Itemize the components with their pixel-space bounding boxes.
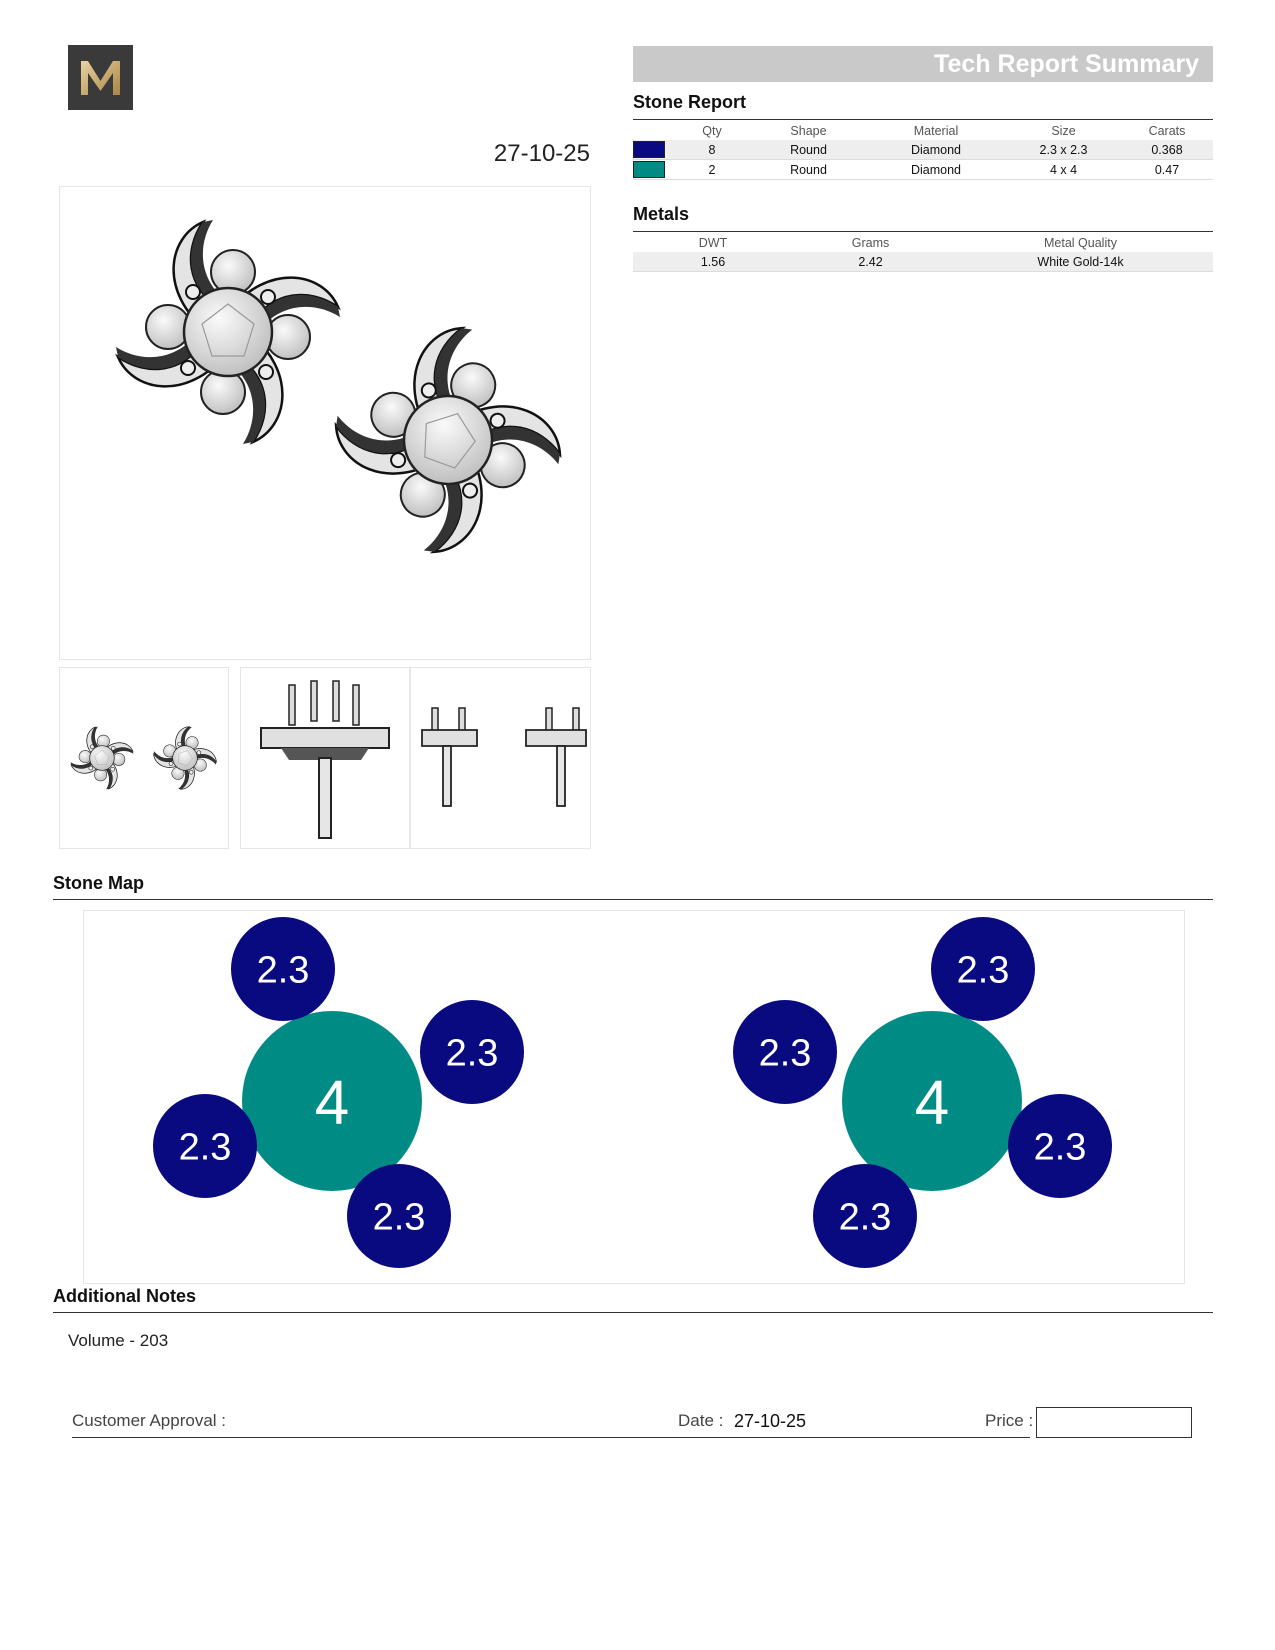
stone-map-heading: Stone Map: [53, 873, 145, 893]
approval-signature-line: [72, 1437, 1030, 1438]
column-header: Size: [1051, 124, 1076, 138]
metals-heading: Metals: [633, 204, 690, 224]
stone-size-label: 2.3: [372, 1196, 426, 1239]
accent-stone: [733, 1000, 837, 1104]
qty-cell: 8: [673, 140, 751, 160]
accent-stone: [931, 917, 1035, 1021]
stone-report-rule: [633, 119, 1213, 120]
size-cell: 4 x 4: [1006, 160, 1121, 180]
stone-size-label: 2.3: [758, 1032, 812, 1075]
carats-cell: 0.368: [1121, 140, 1213, 160]
company-logo: [68, 45, 133, 110]
table-row: [633, 160, 1213, 180]
report-date: 27-10-25: [493, 140, 590, 167]
table-row: [633, 140, 1213, 160]
report-title-bar: [633, 46, 1213, 82]
stone-size-label: 2.3: [956, 949, 1010, 992]
date-label: Date :: [678, 1411, 724, 1430]
stone-size-label: 2.3: [178, 1126, 232, 1169]
stone-report-table: [633, 122, 1213, 180]
stone-color-swatch: [633, 161, 665, 178]
additional-notes-heading: Additional Notes: [53, 1286, 196, 1306]
dwt-cell: 1.56: [633, 252, 793, 272]
column-header: Metal Quality: [1044, 236, 1117, 250]
stone-map-rule: [53, 899, 1213, 900]
qty-cell: 2: [673, 160, 751, 180]
center-stone: [842, 1011, 1022, 1191]
profile-view-thumbnail-icon: [411, 668, 590, 848]
material-cell: Diamond: [866, 160, 1006, 180]
thumbnail-side-view[interactable]: [240, 667, 410, 849]
table-row: [633, 252, 1213, 272]
stone-map-panel: [83, 910, 1185, 1284]
accent-stone: [813, 1164, 917, 1268]
stone-size-label: 2.3: [838, 1196, 892, 1239]
price-input[interactable]: [1036, 1407, 1192, 1438]
column-header: Material: [913, 124, 959, 138]
carats-cell: 0.47: [1121, 160, 1213, 180]
main-render-image: [59, 186, 591, 660]
metals-rule: [633, 231, 1213, 232]
price-label: Price :: [985, 1411, 1034, 1430]
accent-stone: [420, 1000, 524, 1104]
approval-date-value: 27-10-25: [734, 1411, 807, 1431]
accent-stone: [1008, 1094, 1112, 1198]
stone-size-label: 4: [314, 1068, 350, 1138]
center-stone: [242, 1011, 422, 1191]
stone-map-diagram: [84, 911, 1184, 1283]
size-cell: 2.3 x 2.3: [1006, 140, 1121, 160]
shape-cell: Round: [751, 160, 866, 180]
metal-quality-cell: White Gold-14k: [948, 252, 1213, 272]
stone-size-label: 2.3: [445, 1032, 499, 1075]
column-header: Qty: [702, 124, 722, 138]
additional-notes-rule: [53, 1312, 1213, 1313]
metals-header-row: [633, 234, 1213, 252]
metals-table: [633, 234, 1213, 272]
grams-cell: 2.42: [793, 252, 948, 272]
accent-stone: [231, 917, 335, 1021]
color-column-header: [633, 122, 673, 140]
top-view-thumbnail-icon: [60, 668, 228, 848]
logo-monogram-icon: [68, 45, 133, 110]
accent-stone: [153, 1094, 257, 1198]
stone-report-header-row: [633, 122, 1213, 140]
stone-size-label: 2.3: [256, 949, 310, 992]
accent-stone: [347, 1164, 451, 1268]
earrings-render-icon: [60, 187, 590, 659]
stone-report-heading: Stone Report: [633, 92, 747, 112]
thumbnail-top-view[interactable]: [59, 667, 229, 849]
column-header: Grams: [851, 236, 890, 250]
notes-text: Volume - 203: [68, 1331, 169, 1350]
stone-size-label: 2.3: [1033, 1126, 1087, 1169]
report-title: Tech Report Summary: [934, 50, 1199, 78]
stone-size-label: 4: [914, 1068, 950, 1138]
stone-color-swatch: [633, 141, 665, 158]
column-header: Carats: [1148, 124, 1186, 138]
column-header: DWT: [698, 236, 728, 250]
column-header: Shape: [790, 124, 827, 138]
shape-cell: Round: [751, 140, 866, 160]
side-view-thumbnail-icon: [241, 668, 409, 848]
material-cell: Diamond: [866, 140, 1006, 160]
customer-approval-label: Customer Approval :: [72, 1411, 227, 1430]
thumbnail-profile-views[interactable]: [410, 667, 591, 849]
